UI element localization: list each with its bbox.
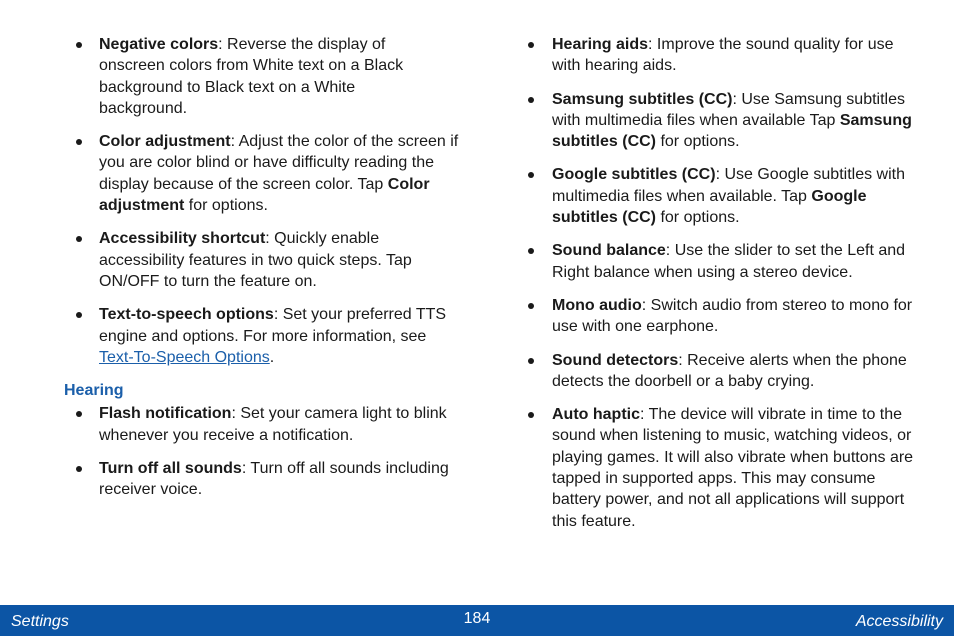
bullet-icon	[76, 42, 82, 48]
bullet-icon	[76, 139, 82, 145]
item-description: : Receive alerts when the phone detects the doorbell or a baby crying.	[552, 351, 907, 390]
item-description: : The device will vibrate in time to the sound when listening to music, watching videos, or playing games. It will also vibrate when buttons are tapped in supported apps. This may consume battery power, and not all applications will support this feature.	[552, 406, 914, 530]
item-description: : Turn off all sounds including receiver voice.	[99, 460, 449, 499]
hearing-options-list-continued	[517, 34, 917, 532]
bullet-icon	[76, 236, 82, 242]
bullet-icon	[528, 412, 534, 418]
item-description: : Use Samsung subtitles with multimedia files when available Tap	[552, 90, 905, 129]
item-term: Google subtitles (CC)	[552, 166, 716, 184]
vision-options-list	[64, 34, 464, 368]
item-description-end: for options.	[184, 197, 268, 215]
tts-options-link[interactable]: Text-To-Speech Options	[99, 348, 270, 366]
item-description: : Improve the sound quality for use with hearing aids.	[552, 36, 894, 75]
list-item	[517, 404, 917, 532]
item-description-end: .	[269, 348, 275, 366]
footer-section-label: Settings	[11, 613, 69, 630]
item-term: Accessibility shortcut	[99, 230, 266, 248]
list-item	[517, 34, 917, 77]
page-footer	[0, 605, 954, 636]
item-term: Sound detectors	[552, 351, 679, 369]
item-description: : Set your preferred TTS engine and options. For more information, see	[99, 306, 447, 345]
footer-chapter-label: Accessibility	[855, 613, 943, 630]
item-description: : Use the slider to set the Left and Right balance when using a stereo device.	[552, 242, 906, 281]
list-item	[517, 89, 917, 153]
hearing-options-list	[64, 403, 464, 500]
bullet-icon	[528, 172, 534, 178]
item-term: Negative colors	[99, 36, 219, 53]
item-term: Color adjustment	[99, 133, 231, 151]
item-description: : Use Google subtitles with multimedia files when available. Tap	[552, 166, 905, 205]
list-item	[64, 131, 464, 216]
item-emphasis: Google subtitles (CC)	[552, 187, 867, 227]
list-item	[64, 304, 464, 368]
list-item	[517, 350, 917, 393]
list-item	[64, 34, 429, 119]
bullet-icon	[528, 248, 534, 254]
item-term: Text-to-speech options	[99, 306, 274, 324]
bullet-icon	[528, 358, 534, 364]
bullet-icon	[76, 411, 82, 417]
bullet-icon	[76, 312, 82, 318]
list-item	[64, 403, 464, 446]
item-description: : Quickly enable accessibility features in two quick steps. Tap ON/OFF to turn the feature on.	[99, 230, 412, 290]
item-term: Mono audio	[552, 296, 642, 314]
item-term: Flash notification	[99, 405, 232, 423]
list-item	[517, 295, 917, 338]
item-term: Turn off all sounds	[99, 460, 242, 478]
bullet-icon	[528, 303, 534, 309]
item-description-end: for options.	[656, 209, 740, 227]
item-description-end: for options.	[656, 133, 740, 151]
bullet-icon	[76, 466, 82, 472]
item-emphasis: Samsung subtitles (CC)	[552, 111, 912, 151]
list-item	[517, 164, 917, 228]
bullet-icon	[528, 42, 534, 48]
list-item	[517, 240, 917, 283]
item-emphasis: Color adjustment	[99, 175, 430, 215]
item-term: Auto haptic	[552, 406, 640, 424]
right-column	[517, 34, 917, 544]
item-description: : Switch audio from stereo to mono for use with one earphone.	[552, 296, 913, 336]
list-item	[64, 228, 464, 292]
item-term: Sound balance	[552, 242, 666, 260]
left-column	[64, 34, 464, 513]
item-description: : Adjust the color of the screen if you are color blind or have difficulty reading the display because of the screen color. Tap	[99, 133, 459, 193]
page-number: 184	[463, 610, 491, 627]
bullet-icon	[528, 97, 534, 103]
section-heading-hearing: Hearing	[64, 382, 124, 400]
item-description: : Set your camera light to blink whenever you receive a notification.	[99, 405, 447, 444]
list-item	[64, 458, 464, 501]
item-description: : Reverse the display of onscreen colors from White text on a Black background to Black text on a White background.	[99, 36, 404, 117]
item-term: Hearing aids	[552, 36, 649, 53]
item-term: Samsung subtitles (CC)	[552, 90, 733, 108]
